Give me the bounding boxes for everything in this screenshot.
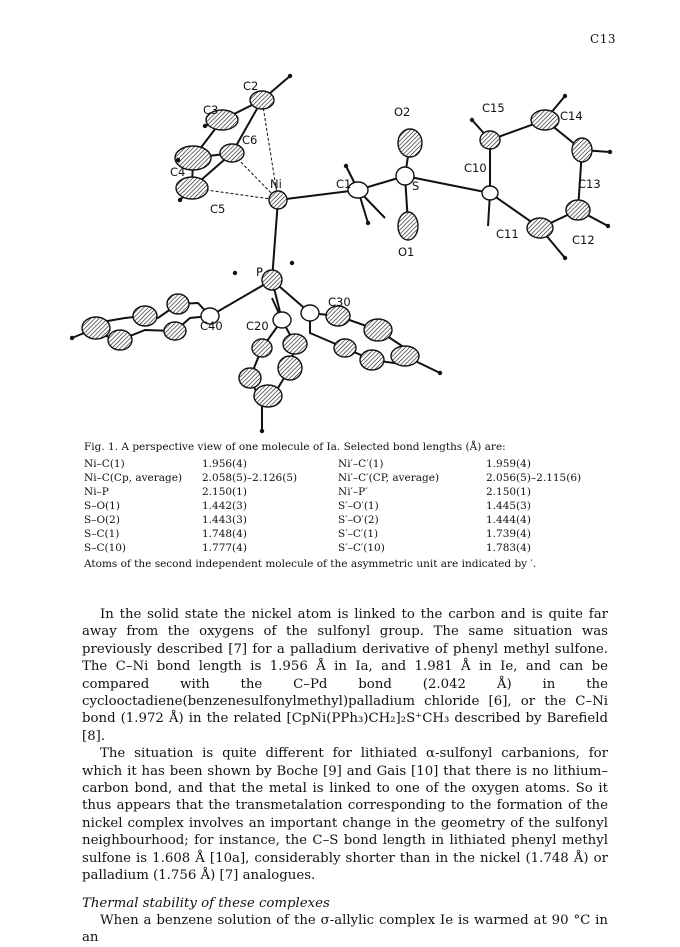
paragraph-1: In the solid state the nickel atom is linked to the carbon and is quite far away from the oxygens of the sulfonyl group. The same situation was previously described [7] for a palladium derivative of phenyl methyl sulfone. The C–Ni bond length is 1.956 Å in Ia, and 1.981 Å in Ie, and can be compared with the C–Pd bond (2.042 Å) in the cyclooctadiene(benzenesulfonylmethyl)palladium chloride [6], or the C–Ni bond (1.972 Å) in the related [CpNi(PPh₃)CH₂]₂S⁺CH₃ described by Barefield [8]. — [82, 607, 608, 744]
atom-label-c5: C5 — [210, 202, 226, 216]
atom-label-c20: C20 — [246, 319, 269, 333]
atom-label-c30: C30 — [328, 295, 351, 309]
table-cell: S′–C′(10) — [338, 542, 385, 554]
table-cell: 1.444(4) — [486, 514, 531, 526]
body-text — [82, 606, 608, 947]
table-cell: Ni–C(Cp, average) — [84, 472, 183, 484]
atom-label-c2: C2 — [243, 79, 259, 93]
table-cell: Ni′–C′(1) — [338, 458, 384, 470]
table-cell: 1.739(4) — [486, 528, 531, 540]
atom-label-o2: O2 — [394, 105, 411, 119]
table-row — [84, 471, 581, 485]
atom-label-o1: O1 — [398, 245, 415, 259]
atom-label-s: S — [412, 179, 420, 193]
hydrogen-atoms — [70, 74, 612, 433]
table-cell: 1.443(3) — [202, 514, 247, 526]
table-cell: 2.058(5)–2.126(5) — [202, 472, 298, 484]
table-cell: 1.445(3) — [486, 500, 531, 512]
table-cell: 1.959(4) — [486, 458, 531, 470]
table-cell: 2.150(1) — [202, 486, 247, 498]
caption-note: Atoms of the second independent molecule of the asymmetric unit are indicated by ′. — [84, 558, 537, 570]
atom-label-c6: C6 — [242, 133, 258, 147]
table-cell: Ni–P — [84, 486, 109, 498]
paragraph-2: The situation is quite different for lithiated α-sulfonyl carbanions, for which it has been shown by Boche [9] and Gais [10] that there is no lithium–carbon bond, and that the metal is linked to one of the oxygen atoms. So it thus appears that the transmetalation corresponding to the formation of the nickel complex involves an important change in the geometry of the sulfonyl neighbourhood; for instance, the C–S bond length in lithiated phenyl methyl sulfone is 1.608 Å [10a], considerably shorter than in the nickel (1.748 Å) or palladium (1.756 Å) [7] analogues. — [82, 746, 608, 884]
atom-label-c3: C3 — [203, 103, 219, 117]
atom-label-c12: C12 — [572, 233, 595, 247]
table-cell: S–O(2) — [84, 514, 120, 526]
atom-label-p: P — [256, 265, 263, 279]
page-number: C13 — [590, 32, 616, 46]
table-row — [84, 457, 581, 471]
atom-ellipsoids — [82, 91, 592, 407]
paragraph-3: When a benzene solution of the σ-allylic complex Ie is warmed at 90 °C in an — [82, 912, 608, 946]
table-cell: Ni–C(1) — [84, 458, 125, 470]
table-cell: 1.442(3) — [202, 500, 247, 512]
atom-label-c13: C13 — [578, 177, 601, 191]
table-cell: 1.748(4) — [202, 528, 247, 540]
table-cell: S–O(1) — [84, 500, 120, 512]
table-cell: S–C(10) — [84, 542, 127, 554]
table-row — [84, 499, 581, 513]
table-cell: S–C(1) — [84, 528, 120, 540]
table-cell: S′–O′(1) — [338, 500, 379, 512]
table-row — [84, 541, 581, 555]
table-row — [84, 485, 581, 499]
ortep-figure — [0, 48, 680, 438]
atom-label-c4: C4 — [170, 165, 186, 179]
table-cell: S′–O′(2) — [338, 514, 379, 526]
table-cell: Ni′–C′(CP, average) — [338, 472, 440, 484]
table-cell: 1.783(4) — [486, 542, 531, 554]
atom-label-c10: C10 — [464, 161, 487, 175]
atom-label-c11: C11 — [496, 227, 519, 241]
atom-label-c1: C1 — [336, 177, 352, 191]
bond-length-table — [84, 457, 581, 555]
table-cell: 1.956(4) — [202, 458, 247, 470]
table-cell: 2.150(1) — [486, 486, 531, 498]
caption-title: Fig. 1. A perspective view of one molecule of Ia. Selected bond lengths (Å) are: — [84, 441, 506, 453]
bond-lines — [72, 76, 610, 431]
table-row — [84, 513, 581, 527]
molecular-structure-drawing — [0, 48, 680, 438]
table-cell: 1.777(4) — [202, 542, 247, 554]
table-cell: 2.056(5)–2.115(6) — [486, 472, 582, 484]
section-heading: Thermal stability of these complexes — [82, 895, 330, 911]
atom-label-c15: C15 — [482, 101, 505, 115]
atom-label-c40: C40 — [200, 319, 223, 333]
table-cell: Ni′–P′ — [338, 486, 368, 498]
atom-label-ni: Ni — [270, 177, 282, 191]
table-cell: S′–C′(1) — [338, 528, 379, 540]
table-row — [84, 527, 581, 541]
atom-label-c14: C14 — [560, 109, 583, 123]
figure-caption — [84, 440, 604, 571]
